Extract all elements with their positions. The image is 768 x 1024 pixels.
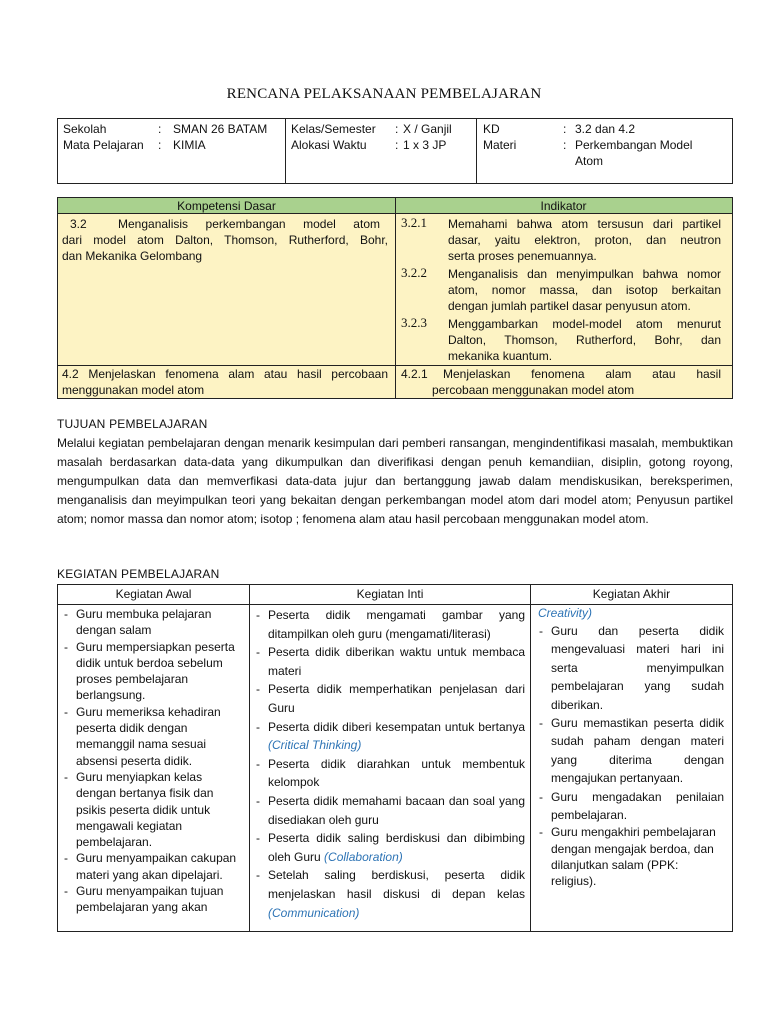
- indicator-3-2-1-line-2: dasar, yaitu elektron, proton, dan neutron: [448, 233, 721, 247]
- kegiatan-awal-header: Kegiatan Awal: [115, 587, 192, 601]
- list-item: - Peserta didik mengamati gambar yang ditampilkan oleh guru (mengamati/literasi): [255, 606, 525, 643]
- document-title: RENCANA PELAKSANAAN PEMBELAJARAN: [226, 86, 542, 102]
- mapel-label: Mata Pelajaran: [63, 138, 144, 152]
- indicator-4-2-1-line-1: Menjelaskan fenomena alam atau hasil: [443, 367, 721, 381]
- list-item: - Guru menyampaikan tujuan pembelajaran yang akan: [63, 883, 238, 916]
- materi-label: Materi: [483, 138, 517, 152]
- indicator-3-2-2-line-1: Menganalisis dan menyimpulkan bahwa nomor: [448, 267, 721, 281]
- list-item: - Peserta didik memahami bacaan dan soal yang disediakan oleh guru: [255, 792, 525, 829]
- kd-3-2-number: 3.2: [70, 217, 87, 231]
- sekolah-value: SMAN 26 BATAM: [173, 122, 268, 136]
- kegiatan-akhir-list: [538, 622, 724, 890]
- indicator-3-2-3-line-1: Menggambarkan model-model atom menurut: [448, 317, 721, 331]
- indicator-4-2-1-line-2: percobaan menggunakan model atom: [432, 383, 635, 397]
- list-item: - Peserta didik diarahkan untuk membentuk kelompok: [255, 755, 525, 792]
- communication-tag: (Communication): [268, 905, 360, 920]
- indicator-3-2-3-line-2: Dalton, Thomson, Rutherford, Bohr, dan: [448, 333, 721, 347]
- collaboration-tag: (Collaboration): [324, 849, 403, 864]
- kd-value: 3.2 dan 4.2: [575, 122, 636, 136]
- list-item: - Guru mengakhiri pembelajaran dengan mengajak berdoa, dan dilanjutkan salam (PPK: religius).: [538, 824, 724, 889]
- colon: :: [158, 122, 162, 136]
- alokasi-label: Alokasi Waktu: [291, 138, 367, 152]
- creativity-tag: Creativity): [538, 606, 593, 620]
- materi-value-cont: Atom: [575, 154, 604, 168]
- tujuan-paragraph: Melalui kegiatan pembelajaran dengan menarik kesimpulan dari pemberi ransangan, mengindentifikasi masalah, membuktikan masalah berdasarkan data-data yang dikumpulkan dan diverifikasi dengan penuh kemandiian, disiplin, gotong royong, mengumpulkan data dan memverfikasi data-data jujur dan bertanggung jawab dalam mendiskusikan, bereksperimen, menganalisis dan meyimpulkan teori yang bekaitan dengan perkembangan model atom dari model atom; Penyusun partikel atom; nomor massa dan nomor atom; isotop ; fenomena alam atau hasil percobaan menggunakan model atom.: [57, 436, 733, 526]
- list-item: - Guru membuka pelajaran dengan salam: [63, 606, 238, 639]
- kegiatan-heading: KEGIATAN PEMBELAJARAN: [57, 567, 220, 581]
- kegiatan-inti-list: [255, 606, 525, 922]
- kegiatan-awal-list: [63, 606, 238, 916]
- indicator-3-2-2-line-2: atom, nomor massa, dan isotop berkaitan: [448, 283, 721, 297]
- list-item: - Guru menyiapkan kelas dengan bertanya fisik dan psikis peserta didik untuk mengawali kegiatan pembelajaran.: [63, 769, 238, 850]
- kegiatan-table: [57, 584, 733, 932]
- class-cell: [286, 119, 477, 183]
- indicator-3-2-2-line-3: dengan jumlah partikel dasar penyusun atom.: [448, 299, 691, 313]
- indicator-3-2-2-number: 3.2.2: [401, 265, 427, 280]
- kelas-label: Kelas/Semester: [291, 122, 376, 136]
- indicator-3-2-1-number: 3.2.1: [401, 215, 427, 230]
- kd-3-2-line-1: Menganalisis perkembangan model atom: [118, 217, 380, 231]
- kegiatan-inti-header: Kegiatan Inti: [356, 587, 424, 601]
- kd-3-2-line-2: dari model atom Dalton, Thomson, Rutherford, Bohr,: [62, 233, 388, 247]
- list-item: - Setelah saling berdiskusi, peserta didik menjelaskan hasil diskusi di depan kelas (Communication): [255, 866, 525, 922]
- indikator-column-header: Indikator: [395, 198, 732, 214]
- colon: :: [395, 122, 399, 136]
- list-item: - Guru mengadakan penilaian pembelajaran.: [538, 788, 724, 825]
- tujuan-heading: TUJUAN PEMBELAJARAN: [57, 417, 208, 431]
- indicator-3-2-1-line-3: serta proses penemuannya.: [448, 249, 597, 263]
- indicator-4-2-1-number: 4.2.1: [401, 367, 428, 381]
- indicator-3-2-3-line-3: mekanika kuantum.: [448, 349, 553, 363]
- kd-4-2-line-1: 4.2 Menjelaskan fenomena alam atau hasil percobaan: [62, 367, 388, 381]
- kd-label: KD: [483, 122, 500, 136]
- kd-column-header: Kompetensi Dasar: [58, 198, 395, 214]
- kd-cell: [477, 119, 732, 183]
- colon: :: [158, 138, 162, 152]
- list-item: - Guru menyampaikan cakupan materi yang akan dipelajari.: [63, 850, 238, 883]
- school-cell: [58, 119, 286, 183]
- column-divider: [249, 585, 250, 931]
- sekolah-label: Sekolah: [63, 122, 107, 136]
- kegiatan-akhir-header: Kegiatan Akhir: [592, 587, 671, 601]
- kelas-value: X / Ganjil: [403, 122, 452, 136]
- critical-thinking-tag: (Critical Thinking): [268, 738, 362, 753]
- list-item: - Guru memastikan peserta didik sudah paham dengan materi yang diterima dengan mengajukan pertanyaan.: [538, 714, 724, 788]
- list-item: - Peserta didik memperhatikan penjelasan dari Guru: [255, 680, 525, 717]
- kompetensi-table: [57, 197, 733, 399]
- column-divider: [395, 198, 396, 398]
- identity-table: [57, 118, 733, 184]
- mapel-value: KIMIA: [173, 138, 206, 152]
- list-item: - Guru dan peserta didik mengevaluasi materi hari ini serta menyimpulkan pembelajaran yang sudah diberikan.: [538, 622, 724, 714]
- alokasi-value: 1 x 3 JP: [403, 138, 447, 152]
- materi-value: Perkembangan Model: [575, 138, 693, 152]
- colon: :: [563, 138, 567, 152]
- list-item: - Guru memeriksa kehadiran peserta didik dengan memanggil nama sesuai absensi peserta didik.: [63, 704, 238, 769]
- kd-4-2-line-2: menggunakan model atom: [62, 383, 205, 397]
- list-item: - Peserta didik saling berdiskusi dan dibimbing oleh Guru (Collaboration): [255, 829, 525, 866]
- indicator-3-2-1-line-1: Memahami bahwa atom tersusun dari partikel: [448, 217, 721, 231]
- colon: :: [395, 138, 399, 152]
- list-item: - Peserta didik diberi kesempatan untuk bertanya (Critical Thinking): [255, 718, 525, 755]
- list-item: - Peserta didik diberikan waktu untuk membaca materi: [255, 643, 525, 680]
- kd-3-2-line-3: dan Mekanika Gelombang: [62, 249, 203, 263]
- indicator-3-2-3-number: 3.2.3: [401, 315, 427, 330]
- colon: :: [563, 122, 567, 136]
- list-item: - Guru mempersiapkan peserta didik untuk berdoa sebelum proses pembelajaran berlangsung.: [63, 639, 238, 704]
- column-divider: [530, 585, 531, 931]
- header-divider: [58, 604, 732, 605]
